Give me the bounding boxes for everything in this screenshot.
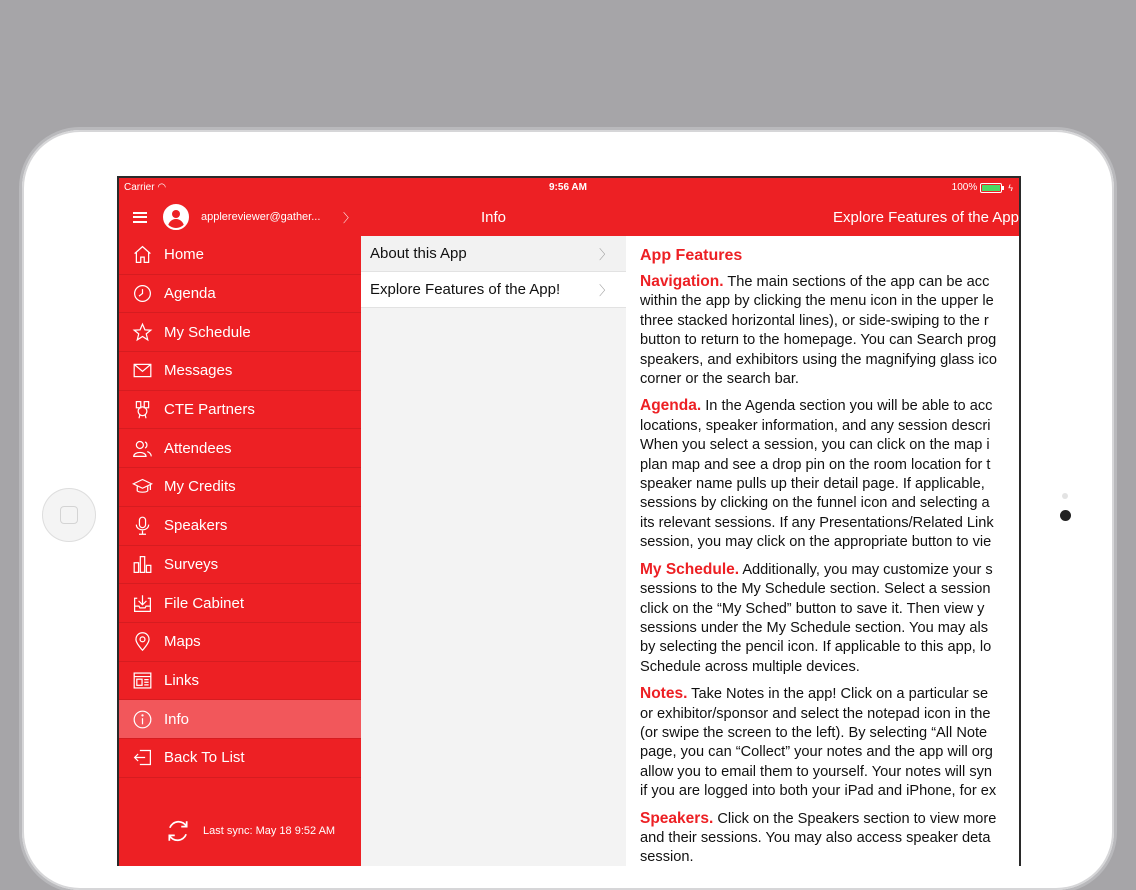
sidebar-item-label: File Cabinet [164,594,245,612]
account-row[interactable] [119,198,361,236]
sidebar [119,178,362,866]
section-text: Take Notes in the app! Click on a particular se [691,686,989,703]
list-item-explore-features[interactable] [361,272,626,308]
content-line [640,763,1020,782]
section-label: Notes. [640,685,688,703]
sidebar-item-agenda[interactable] [119,275,361,314]
sensor-dot [1062,493,1068,499]
sidebar-item-speakers[interactable] [119,507,361,546]
content-line [640,658,1020,677]
section-label: Agenda. [640,397,702,415]
sync-icon [165,818,191,844]
section-text: if you are logged into both your iPad and iPhone, for ex [640,783,997,800]
sidebar-item-label: Info [164,710,190,728]
sidebar-item-label: Links [164,671,200,689]
camera-dot [1060,510,1071,521]
hamburger-menu-icon[interactable] [133,212,147,223]
chevron-right-icon: 〉 [598,247,612,262]
content-line [640,272,1020,292]
sidebar-item-my-credits[interactable] [119,468,361,507]
section-text: speakers, and exhibitors using the magnifying glass ico [640,351,997,368]
map-pin-icon [131,631,153,653]
content-line [640,743,1020,762]
status-bar [119,178,1019,198]
section-text: by selecting the pencil icon. If applicable to this app, lo [640,639,992,656]
bar-chart-icon [131,553,153,575]
microphone-icon [131,515,153,537]
sidebar-item-label: Surveys [164,555,219,573]
content-line [640,782,1020,801]
section-text: Click on the Speakers section to view more [717,810,997,827]
battery-percent: 100% [951,182,978,193]
info-pane-title: Info [480,209,507,226]
browser-window-icon [131,669,153,691]
sidebar-item-links[interactable] [119,662,361,701]
content-line [640,514,1020,533]
content-line [640,370,1020,389]
content-line [640,705,1020,724]
sidebar-item-label: Messages [164,362,233,380]
sidebar-item-label: Maps [164,633,201,651]
app-screen [117,176,1021,866]
sidebar-item-label: Attendees [164,439,232,457]
content-line [640,312,1020,331]
envelope-icon [131,360,153,382]
back-arrow-icon [131,747,153,769]
content-heading: App Features [640,247,743,264]
section-text: three stacked horizontal lines), or side-swiping to the r [640,312,989,329]
content-line [640,560,1020,580]
section-text: sessions by clicking on the funnel icon and selecting a [640,495,990,512]
section-text: locations, speaker information, and any session descri [640,417,991,434]
section-text: The main sections of the app can be acc [727,274,990,290]
section-text: plan map and see a drop pin on the room location for t [640,456,991,473]
list-item-label: About this App [370,245,467,262]
sidebar-menu [119,236,361,778]
content-line [640,351,1020,370]
home-hardware-button[interactable] [42,488,96,542]
content-line [640,292,1020,311]
section-text: page, you can “Collect” your notes and the app will org [640,744,993,761]
sidebar-item-info[interactable] [119,700,361,739]
info-icon [131,708,153,730]
sidebar-item-label: Back To List [164,749,245,767]
sidebar-item-label: CTE Partners [164,401,255,419]
content-line [640,619,1020,638]
avatar [163,204,189,230]
people-icon [131,437,153,459]
last-sync-row[interactable] [165,818,335,844]
sidebar-item-label: My Schedule [164,323,251,341]
section-label: My Schedule. [640,560,740,578]
sidebar-item-attendees[interactable] [119,429,361,468]
list-item-about-this-app[interactable] [361,236,626,272]
section-text: click on the “My Sched” button to save it. Then view y [640,600,985,617]
sidebar-item-surveys[interactable] [119,546,361,585]
detail-pane [626,178,1021,866]
account-email: applereviewer@gather... [201,211,321,223]
section-text: or exhibitor/sponsor and select the notepad icon in the [640,705,991,722]
sidebar-item-label: My Credits [164,478,236,496]
sidebar-item-label: Home [164,246,205,264]
content-line [640,331,1020,350]
list-item-label: Explore Features of the App! [370,281,561,298]
status-time: 9:56 AM [549,182,587,193]
home-icon [131,244,153,266]
section-text: Additionally, you may customize your s [742,561,993,578]
content-line [640,638,1020,657]
section-text: its relevant sessions. If any Presentations/Related Link [640,514,994,531]
section-label: Speakers. [640,809,714,827]
section-text: and their sessions. You may also access speaker deta [640,829,991,846]
info-list [361,236,626,308]
download-tray-icon [131,592,153,614]
section-text: sessions under the My Schedule section. You may als [640,619,989,636]
ribbon-icon [131,399,153,421]
content-line [640,829,1020,848]
content-line [640,396,1020,416]
content-line [640,475,1020,494]
sidebar-item-label: Agenda [164,285,216,303]
last-sync-label: Last sync: May 18 9:52 AM [203,825,336,837]
section-text: session, you may click on the appropriate button to vie [640,534,992,551]
content-line [640,580,1020,599]
sidebar-item-label: Speakers [164,517,228,535]
section-text: sessions to the My Schedule section. Select a session [640,581,991,598]
content-line [640,456,1020,475]
section-text: (or swipe the screen to the left). By selecting “All Note [640,724,988,741]
carrier-label: Carrier ◠ [124,182,167,193]
content-line [640,724,1020,743]
section-text: within the app by clicking the menu icon in the upper le [640,293,994,310]
sidebar-item-home[interactable] [119,236,361,275]
section-text: allow you to email them to yourself. Your notes will syn [640,763,993,780]
section-text: When you select a session, you can click on the map i [640,437,990,454]
section-text: button to return to the homepage. You can Search prog [640,332,997,349]
detail-pane-title: Explore Features of the App [833,209,1019,226]
chevron-right-icon: 〉 [343,210,356,225]
star-icon [131,321,153,343]
wifi-icon: ◠ [157,182,167,193]
sidebar-item-messages[interactable] [119,352,361,391]
clock-icon [131,283,153,305]
content-line [640,494,1020,513]
content-line [640,809,1020,829]
section-label: Navigation. [640,273,724,290]
content-line [640,533,1020,552]
section-text: In the Agenda section you will be able to acc [705,398,993,415]
charging-icon: ϟ [1008,182,1013,193]
section-text: Schedule across multiple devices. [640,658,860,675]
content-line [640,848,1020,866]
sidebar-item-cte-partners[interactable] [119,391,361,430]
section-text: speaker name pulls up their detail page. If applicable, [640,476,985,493]
content-line [640,436,1020,455]
sidebar-item-maps[interactable] [119,623,361,662]
section-text: corner or the search bar. [640,371,799,388]
sidebar-item-back-to-list[interactable] [119,739,361,778]
battery-status [952,182,1013,193]
detail-content [640,246,1020,866]
section-text: session. [640,849,694,866]
content-line [640,600,1020,619]
content-line [640,417,1020,436]
chevron-right-icon: 〉 [598,283,612,298]
graduation-cap-icon [131,476,153,498]
info-list-pane [361,178,627,866]
sidebar-item-my-schedule[interactable] [119,313,361,352]
content-line [640,684,1020,704]
battery-icon [980,183,1002,193]
sidebar-item-file-cabinet[interactable] [119,584,361,623]
